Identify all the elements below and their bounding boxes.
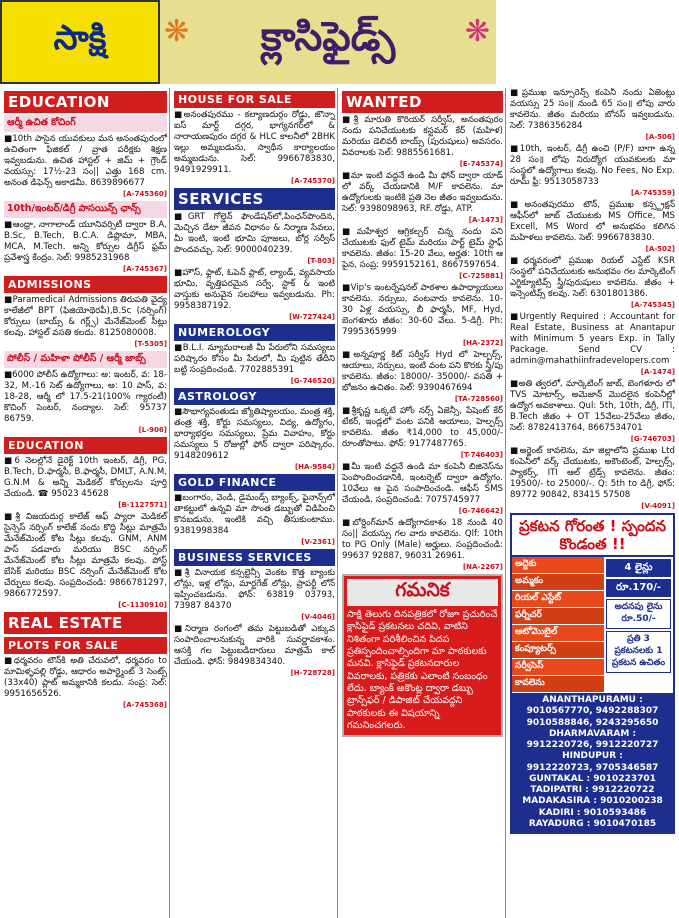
ad-code: [V-4091]: [641, 502, 675, 510]
subsection-header: పోలీస్ / మహిళా పోలీస్ / ఆర్మీ జాబ్స్: [4, 351, 167, 368]
ad-code: [W-727424]: [289, 313, 335, 321]
subsection-header: 10th/ఇంటర్/డిగ్రీ పాసయిన్స్ ఛాన్స్: [4, 201, 167, 218]
classified-ad: ■మీ ఇంటి వద్దనే ఉండి మా కంపెనీ బిజినెస్‌ను పెంపొందించడానికి, ఇంటర్నెట్ ద్వారా ఉద్యోగం. 10వేలు ఆ పైన సంపాదించండి. ఆఫీస్ SMS చేయండి. సంప్రదించండి: 7075745977: [342, 462, 503, 505]
ad-code: [A-745368]: [123, 701, 167, 709]
classified-ad: ■ధర్మవరంలో ప్రముఖ రియల్ ఎస్టేట్ KSR సంస్థలో పనిచేయుటకు అనుభవం గల మార్కెటింగ్ ఎగ్జిక్యూటివ్స్ స్త్రీ/పురుషులు కావలెను. జీతం + ఇన్సెంటివ్స్ కలవు. సెల్: 6301801386.: [510, 256, 675, 299]
classified-ad: ■శ్రీ విజయదుర్గ కాలేజ్ ఆఫ్ ప్యారా మెడికల్ సైన్సెస్ నర్సింగ్ కాలేజ్ నందు కొద్ది సీట్లు మాత్రమే మేనేజ్‌మెంట్ కోట సీట్లు కలవు. GNM, ANM పాస్ పడవారు మరియు BSC నర్సింగ్ మేనేజ్‌మెంట్ కోట సీట్లు మాత్రమే కలవు. పోస్ట్ బేసిక్ మరియు BSC నర్సింగ్ మేనేజ్‌మెంట్ కోట చేర్పులు కలవు. సంప్రదించండి: 9866781297, 9866772597.: [4, 512, 167, 599]
ad-code: [T-746403]: [460, 451, 503, 459]
ad-code: [T-803]: [307, 257, 335, 265]
column-4: [508, 88, 677, 918]
category-item: రియల్ ఎస్టేట్: [512, 591, 604, 608]
category-item: అమ్మకం: [512, 574, 604, 591]
classified-ad: ■6000 పోలీస్ ఉద్యోగాలు: అ: ఇంటర్, వ: 18-32, M.-16 సెట్ ఉద్యోగాలు, అ: 10 పాస్, వ: 18-28, ఆర్మీ లో 17.5-21(100% గ్యారంటీ) కొచింగ్ సెంటర్, నంద్యాల. సెల్: 95737 86759.: [4, 370, 167, 424]
classified-ad: ■సౌభాగ్యవంతుడు జ్యోతిష్యాలయం, మంత్ర శక్తి, తంత్ర శక్తి, కోర్టు సమస్యలు, విద్య, ఉద్యోగం, భార్యాభర్తల సమస్యలు, ప్రేమ వివాహం, కోర్టు సమస్యలు 5 రోజుల్లో ఫోన్ ద్వారా పరిష్కారం. 9148209612: [174, 407, 335, 461]
classified-ad: ■హౌస్, ఫ్లాట్, ఓపెన్ ప్లాట్, ల్యాండ్, వ్యవసాయ భూమి, వృత్తిపరమైన సర్వే, స్టాక్ & ఇంటి వాస్తుకు అనువైన సలహాలు ఇవ్వబడును. Ph: 9958387192.: [174, 268, 335, 311]
classified-ad: ■అర్జెంట్ కావలెను, మా జిల్లాలోని ప్రముఖ Ltd కంపెనీలో వర్క్ చేయుటకు, అకౌంటెంట్, హెల్పర్స్, ప్యాకర్స్, ITI ఆల్ ట్రేడ్స్ కావలెను. జీతం: 19500/- to 25000/-. Q: 5th to డిగ్రీ, ఫోన్: 89772 90842, 83415 57508: [510, 446, 675, 500]
contact-line: ANANTHAPURAMU :: [542, 695, 643, 705]
ad-code: [A-745359]: [631, 189, 675, 197]
classified-ad: ■అనంతపురము - కల్యాణదుర్గం రోడ్డు, జొన్నా ఐస్ మార్ట్ దగ్గర, భాగ్యనగర్‌లో & నారాయణపురం దగ్గర & HLC కాలనీలో 2BHK ఇల్లు అమ్మబడును, స్వాధీన కార్యాలయం అమ్మబడును. సెల్: 9966783830, 9491929911.: [174, 110, 335, 175]
notice-title: గమనిక: [347, 579, 498, 606]
section-header: SERVICES: [174, 188, 335, 210]
classified-ad: ■Urgently Required : Accountant for Real Estate, Business at Anantapur with Minimum 5 years Exp. in Tally Package. Send CV : admin@mahathiinfradevelopers.com: [510, 312, 675, 366]
ad-code: [H-728728]: [290, 669, 335, 677]
classified-ad: ■అనంతపురము టౌన్, ప్రముఖ కన్స్ట్రక్షన్ ఆఫీస్‌లో జాబ్ చేయుటకు MS Office, MS Excell, MS Word లో అనుభవం కలిగిన మహిళలు కావలెను. సెల్: 9966783830.: [510, 200, 675, 243]
classified-ad: ■శ్రీ మారుతి కొరియర్ సర్వీస్, అనంతపురం నందు పనిచేయుటకు కస్టమర్ కేర్ (మహిళ) మరియు డెలివరీ బాయ్స్ (పురుషులు) అవసరం. వివరాలకు సెల్: 9885561681.: [342, 115, 503, 158]
category-item: ఆటోమొబైల్: [512, 625, 604, 642]
contact-line: 9912220726, 9912220727: [526, 740, 659, 750]
classified-ad: ■ప్రముఖ ఇన్సూరెన్స్ కంపెనీ నందు ఏజెంట్లు వయస్సు 25 సం॥ నుండి 65 సం॥ లోపు వారు కావలెను. జీతం మరియు బోనస్ ఇవ్వబడును. సెల్: 7386356284: [510, 88, 675, 131]
ad-code: [NA-2267]: [462, 563, 503, 571]
rates-headline: ప్రకటన గోరంత ! స్పందన కొండంత !!: [512, 515, 673, 557]
column-3: [340, 88, 506, 918]
extra-line-price: అదనపు లైను రూ.50/-: [606, 599, 671, 629]
contact-line: RAYADURG : 9010470185: [528, 818, 657, 829]
contact-line: TADIPATRI : 9912220722: [530, 785, 655, 795]
contact-line: 9912220723, 9705346587: [526, 762, 659, 773]
contact-line: HINDUPUR :: [562, 751, 623, 762]
ad-code: [G-746703]: [630, 435, 675, 443]
contact-line: MADAKASIRA : 9010200238: [522, 796, 663, 807]
classified-ad: ■B.L.I. న్యూమరాలజీ మీ పేరులోని సమస్యలు పరిష్కారం కోసం మీ పేరులో, మీ పుట్టిన తేదీని బట్టి సంప్రదించండి. 7702885391: [174, 343, 335, 375]
ad-code: [A-745360]: [123, 190, 167, 198]
classifieds-title: [160, 0, 496, 84]
classified-ad: ■బోర్డింగ్‌మాన్ ఉద్యోగావకాశం 18 నుండి 40 సం|| వయస్సు గల వారు కావలెను. Qlf: 10th to PG Only (Male) అర్హులు. సంప్రదించండి: 99637 92887, 96031 26961.: [342, 518, 503, 561]
column-2: [172, 88, 338, 918]
classified-ad: ■అతి త్వరలో, మార్కెటింగ్ జాబ్, బెంగళూరు లో TVS మోటార్స్, అమెజాన్ మొదలైన కంపెనీల్లో ఉద్యోగ అవకాశాలు. Qul: 5th, 10th, డిగ్రీ, ITI, B.Tech జీతం + OT 15వేలు-25వేలు జీతం, సెల్: 8782413764, 8667534701: [510, 379, 675, 433]
classified-ad: ■శ్రీకృష్ణ ఒక్కటే హోం నర్స్ ఏజెన్సీ, పేషెంట్ కేర్ టేకర్, ఇండ్లలో వంట పనికి ఆయాలు, హెల్పర్స్ కావలెను. జీతం ₹14,000 to 45,000/- రూంతోపాటు. ఫోన్: 9177487765.: [342, 406, 503, 449]
category-item: సర్వీసెస్: [512, 659, 604, 676]
classified-ad: ■నిర్మాణ రంగంలో తమ పెట్టుబడితో ఎక్కువ సంపాదించాలనుకున్న వారికి సువర్ణావకాశం. ఆసక్తి గల పెట్టుబడిదారులు మాత్రమే కాల్ చేయండి. ఫోన్: 9849834340.: [174, 624, 335, 667]
classified-ad: ■శ్రీ వినాయక కన్సల్టెన్సీ వెంకట కొత్త బ్యాంకు లోన్లు, ఇళ్ల లోన్లు, మార్టగేజ్ లోన్లు, ప్రాపర్టీ లోన్ ఇప్పించబడును. ఫోన్: 63819 03793, 73987 84370: [174, 568, 335, 611]
butterfly-icon: ❋: [464, 14, 490, 49]
section-header: ADMISSIONS: [4, 276, 167, 293]
ad-rates-box: [510, 513, 675, 834]
ad-code: [V-2361]: [301, 538, 335, 546]
column-1: [2, 88, 170, 918]
butterfly-icon: ❋: [164, 14, 190, 49]
free-ad-offer: ప్రతి 3 ప్రకటనలకు 1 ప్రకటన ఉచితం: [606, 631, 671, 673]
classified-ad: ■అన్నపూర్ణ కిట్ సర్వీస్ Hyd లో హెల్పర్స్, ఆయాలు, నర్సులు, ఇంటి వంట పని కొరకు స్త్రీ/పు కావలెను. జీతం: 18000/- 35000/- వసతి + భోజనం ఉచితం. సెల్: 9390467694: [342, 350, 503, 393]
ad-code: [A-745345]: [631, 301, 675, 309]
classified-ad: ■మహేశ్వర ఆగ్రికల్చర్ చిన్న నందు పని చేయుటకు ఫుల్ టైమ్ మరియు పార్ట్ టైమ్ స్టాఫ్ కావలెను. జీతం: 15-20 వేలు, అర్హత: 10th ఆ పైన, సంప్ర: 9959152161, 8667597654.: [342, 227, 503, 270]
ad-code: [G-746642]: [458, 507, 503, 515]
section-header: PLOTS FOR SALE: [4, 637, 167, 654]
classified-ad: ■GRT గోల్డెన్ ఫౌండేషన్‌లో,పింఛన్‌పొందిన, మెచ్చిన డేటా జీవన విధానం & నిర్మాణ సేవలు, మీ ఇంటి, ఇంటి భూమి పూజలు, బోర్ల సర్వీస్ పొందవచ్చు. సెల్: 9000040239.: [174, 212, 335, 255]
section-header: REAL ESTATE: [4, 612, 167, 634]
ad-code: [A-745370]: [291, 177, 335, 185]
ad-code: [A-506]: [645, 133, 675, 141]
ad-code: [C-1130910]: [118, 601, 167, 609]
section-header: NUMEROLOGY: [174, 324, 335, 341]
ad-code: [G-746520]: [290, 377, 335, 385]
title-text: క్లాసిఫైడ్స్: [260, 14, 396, 60]
category-item: ఫర్నీచర్: [512, 608, 604, 625]
rates-panel: [604, 557, 673, 693]
ad-code: [HA-2372]: [462, 339, 503, 347]
ad-code: [A-502]: [645, 245, 675, 253]
section-header: EDUCATION: [4, 437, 167, 454]
notice-text: సాక్షి తెలుగు దినపత్రికలో రోజూ ప్రచురించే క్లాసిఫైడ్ ప్రకటనలు చదివి, వాటిని నిశితంగా పరిశీలించిన పిదప ప్రతిస్పందించాల్సిందిగా మా పాఠకులకు మనవి. క్లాసిఫైడ్ ప్రకటనదారుల వివరాలకు, పత్రికకు ఎలాంటి సంబంధం లేదు. బ్యాంక్ అకౌంట్ల ద్వారా డబ్బు ట్రాన్స్‌ఫర్ / డిపాజిట్ చేయవద్దని పాఠకులకు ఈ విషయాన్ని గమనించగలరు.: [347, 609, 498, 732]
category-item: కంప్యూటర్స్: [512, 642, 604, 659]
sakshi-logo: సాక్షి: [0, 0, 160, 84]
section-header: WANTED: [342, 91, 503, 113]
classified-ad: ■బంగారం, వెండి, డైమండ్స్ బ్యాంక్స్, ఫైనాన్స్‌లో తాకట్టులో ఉన్నవి మా సొంత డబ్బుతో విడిపించి కొనబడును. ఇంటికి వచ్చి తీసుకుంటాము. 9381998384: [174, 493, 335, 536]
notice-box: [342, 574, 503, 737]
section-header: BUSINESS SERVICES: [174, 549, 335, 566]
classified-ad: ■Vip's ఇంటర్నేషనల్ పాఠశాల ఉపాధ్యాయులు కావలెను. నర్సులు, వంటవారు కావలెను. 10-30 ఏళ్ల వయస్సు, బీ ఫార్మసీ, MF, Hyd, బెంగళూరు జీతం: 30-60 వేలు. 5-డిగ్రీ. Ph: 7995365999: [342, 283, 503, 337]
classified-ad: ■10th పాసైన యువకులు మన అనంతపురంలో ఉచితంగా ఫిజికల్ / వ్రాత పరీక్షకు శిక్షణ ఇవ్వబడును. ఉచిత హాస్టల్ + జిమ్ + గ్రౌండ్ వయస్సు: 17½-23 సం|| ఎత్తు 168 cm. అనంత డిఫెన్స్ అకాడమీ. 8639896677: [4, 134, 167, 188]
subsection-header: ఆర్మీ ఉచిత కోచింగ్: [4, 115, 167, 132]
category-item: అద్దెకు: [512, 557, 604, 574]
ad-code: [A-745367]: [123, 265, 167, 273]
category-list: [512, 557, 604, 693]
contact-line: KADIRI : 9010593486: [538, 807, 647, 818]
section-header: ASTROLOGY: [174, 388, 335, 405]
contact-line: 9010567770, 9492288307: [526, 706, 659, 717]
ad-code: [T-5305]: [134, 340, 167, 348]
ad-code: [B-1127571]: [118, 501, 167, 509]
ad-code: [V-4046]: [301, 613, 335, 621]
classified-ad: ■Paramedical Admissions తిరుపతి వైద్య కాలేజీలో BPT (ఫిజియోథెరపీ),B.Sc (నర్సింగ్) కోర్సులు (బాయ్స్ & గర్ల్స్) మేనేజ్‌మెంట్ సీట్లు కలవు. హాస్టల్ వసతి కలదు. 8125080008.: [4, 295, 167, 338]
ad-code: [E-745374]: [459, 160, 503, 168]
ad-code: [A-1474]: [640, 368, 675, 376]
section-header: GOLD FINANCE: [174, 474, 335, 491]
classified-ad: ■మా ఇంటి వద్దనే ఉండి మీ ఫోన్ ద్వారా యాడ్ లో వర్క్ చేయడానికి M/F కావలెను. మా ఉద్యోగులకు ఇంటికి ప్రతి నెల జీతం ఇవ్వబడును. సెల్: 9398098963, RF. రోడ్డు, ATP.: [342, 171, 503, 214]
section-header: EDUCATION: [4, 91, 167, 113]
masthead: [0, 0, 679, 84]
classified-ad: ■6 నెలల్లోనే డైరెక్ట్ 10th ఇంటర్, డిగ్రీ, PG, B.Tech, D.ఫార్మసీ, B.ఫార్మసీ, DMLT, A.N.M, G.N.M & అన్ని మెడికల్ కోర్సులను పూర్తి చేయండి. ☎ 95023 45628: [4, 456, 167, 499]
ad-code: [A-1473]: [468, 216, 503, 224]
contact-line: DHARMAVARAM :: [548, 728, 637, 739]
ad-code: [TA-728560]: [454, 395, 503, 403]
ad-code: [HA-9584]: [294, 463, 335, 471]
classified-ad: ■ఆంధ్రా, నాగాలాండ్ యూనివర్సిటీ ద్వారా B.A, B.Sc, B.Tech, B.C.A. డిప్లొమా, MBA, MCA, M.Tech. అన్ని కోర్సుల డిగ్రీస్ ఫ్రమ్ ప్రవేశాస్త్ర కేంద్రం. సెల్: 9985231968: [4, 220, 167, 263]
section-header: HOUSE FOR SALE: [174, 91, 335, 108]
contact-line: GUNTAKAL : 9010223701: [529, 773, 656, 784]
classified-ad: ■10th, ఇంటర్, డిగ్రీ ఉంచి (P/F) బాగా ఉన్న 28 సం॥ లోపు నిరుద్యోగ యువకులకు మా సంస్థలో ఉద్యోగాలు కలవు. No Fees, No Exp. రూమ్ ఫ్రీ: 9513058733: [510, 144, 675, 187]
ad-code: [C-725881]: [459, 272, 503, 280]
classified-ad: ■ధర్మవరం టౌన్‌కి అతి చేరువలో, ధర్మవరం to మామిళ్ళపల్లి రోడ్డు, ఆధారం అపార్ట్మెంట్ 3 సెంట్స్ (33x40) ప్లాట్ అమ్మకానికి కలదు. సంప్ర: సెల్: 9951656526.: [4, 656, 167, 699]
contact-line: 9010588846, 9243295650: [526, 717, 659, 728]
base-price: రూ.170/-: [606, 579, 671, 597]
contact-numbers: [512, 693, 673, 832]
lines-count: 4 లైన్లు: [606, 559, 671, 577]
ad-code: [L-906]: [138, 426, 167, 434]
category-item: కావలెను: [512, 676, 604, 693]
